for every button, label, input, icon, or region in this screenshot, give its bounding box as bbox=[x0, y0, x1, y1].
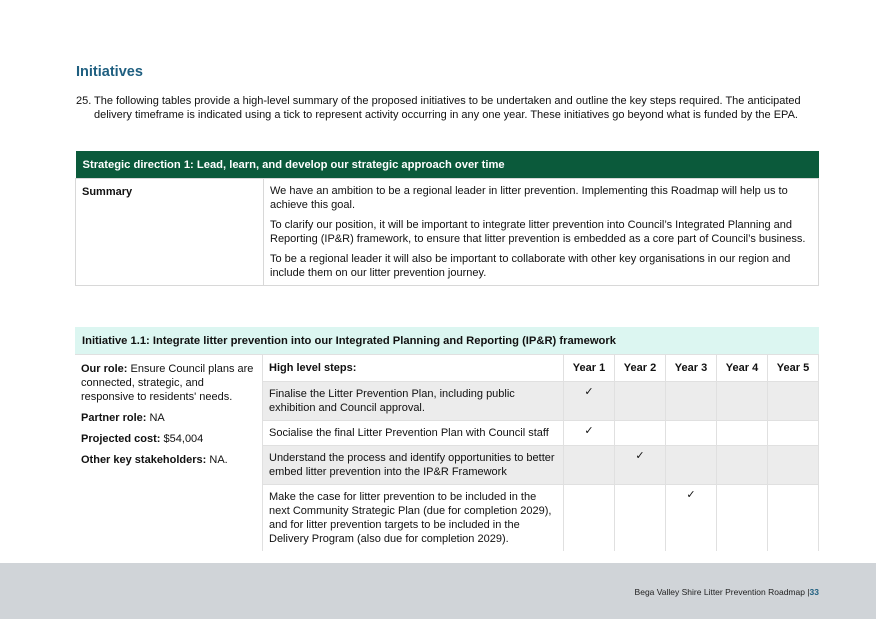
summary-paragraph: We have an ambition to be a regional leader in litter prevention. Implementing this Roadmap will help us to achieve this goal. bbox=[270, 185, 788, 211]
tick-cell bbox=[768, 485, 819, 552]
intro-paragraph bbox=[76, 94, 818, 122]
tick-cell bbox=[615, 485, 666, 552]
partner-role bbox=[81, 411, 256, 425]
intro-number: 25. bbox=[76, 95, 92, 107]
step-text: Finalise the Litter Prevention Plan, including public exhibition and Council approval. bbox=[263, 382, 564, 421]
tick-cell bbox=[564, 485, 615, 552]
strategic-direction-table bbox=[75, 151, 819, 286]
tick-icon: ✓ bbox=[686, 489, 696, 501]
tick-cell bbox=[564, 446, 615, 485]
year-header: Year 1 bbox=[564, 355, 615, 382]
partner-role-label: Partner role: bbox=[81, 412, 147, 424]
tick-cell bbox=[615, 446, 666, 485]
tick-cell bbox=[564, 382, 615, 421]
tick-cell bbox=[768, 382, 819, 421]
tick-cell bbox=[768, 421, 819, 446]
tick-cell bbox=[717, 446, 768, 485]
year-header: Year 2 bbox=[615, 355, 666, 382]
intro-text: The following tables provide a high-level summary of the proposed initiatives to be undertaken and outline the key steps required. The anticipated delivery timeframe is indicated using a tick to represent activity occurring in any one year. These initiatives go beyond what is funded by the EPA. bbox=[94, 95, 801, 121]
projected-cost-value: $54,004 bbox=[163, 433, 204, 445]
initiative-table bbox=[75, 327, 819, 551]
stakeholders-value: NA. bbox=[209, 454, 228, 466]
tick-cell bbox=[666, 446, 717, 485]
tick-cell bbox=[717, 421, 768, 446]
footer-document-title: Bega Valley Shire Litter Prevention Roadmap | bbox=[634, 587, 810, 597]
summary-label: Summary bbox=[76, 179, 264, 286]
partner-role-value: NA bbox=[149, 412, 165, 424]
stakeholders bbox=[81, 453, 256, 467]
steps-header: High level steps: bbox=[263, 355, 564, 382]
our-role-value: Ensure Council plans are connected, strategic, and responsive to residents' needs. bbox=[81, 363, 254, 403]
year-header: Year 4 bbox=[717, 355, 768, 382]
projected-cost bbox=[81, 432, 256, 446]
page-heading: Initiatives bbox=[76, 64, 143, 80]
tick-cell bbox=[615, 421, 666, 446]
projected-cost-label: Projected cost: bbox=[81, 433, 161, 445]
tick-cell bbox=[564, 421, 615, 446]
tick-cell bbox=[717, 485, 768, 552]
step-text: Understand the process and identify opportunities to better embed litter prevention into the IP&R Framework bbox=[263, 446, 564, 485]
tick-icon: ✓ bbox=[635, 450, 645, 462]
tick-cell bbox=[615, 382, 666, 421]
tick-icon: ✓ bbox=[584, 386, 594, 398]
summary-paragraph: To be a regional leader it will also be important to collaborate with other key organisations in our region and include them on our litter prevention journey. bbox=[270, 253, 791, 279]
tick-cell bbox=[666, 485, 717, 552]
initiative-title: Initiative 1.1: Integrate litter prevention into our Integrated Planning and Reporting (IP&R) framework bbox=[75, 327, 819, 355]
summary-paragraph: To clarify our position, it will be important to integrate litter prevention into Council’s Integrated Planning and Reporting (IP&R) framework, to ensure that litter prevention is embedded as a core part of Council’s business. bbox=[270, 219, 806, 245]
tick-icon: ✓ bbox=[584, 425, 594, 437]
our-role bbox=[81, 362, 256, 404]
initiative-details bbox=[75, 355, 263, 552]
tick-cell bbox=[768, 446, 819, 485]
page-footer bbox=[0, 563, 876, 619]
step-text: Socialise the final Litter Prevention Plan with Council staff bbox=[263, 421, 564, 446]
summary-body bbox=[264, 179, 819, 286]
tick-cell bbox=[666, 421, 717, 446]
stakeholders-label: Other key stakeholders: bbox=[81, 454, 207, 466]
our-role-label: Our role: bbox=[81, 363, 128, 375]
footer-text bbox=[635, 587, 819, 597]
year-header: Year 5 bbox=[768, 355, 819, 382]
year-header: Year 3 bbox=[666, 355, 717, 382]
step-text: Make the case for litter prevention to be included in the next Community Strategic Plan (due for completion 2029), and for litter prevention targets to be included in the Delivery Program (also due for completion 2029). bbox=[263, 485, 564, 552]
tick-cell bbox=[717, 382, 768, 421]
page-number: 33 bbox=[809, 587, 819, 597]
strategic-direction-title: Strategic direction 1: Lead, learn, and develop our strategic approach over time bbox=[76, 151, 819, 179]
tick-cell bbox=[666, 382, 717, 421]
